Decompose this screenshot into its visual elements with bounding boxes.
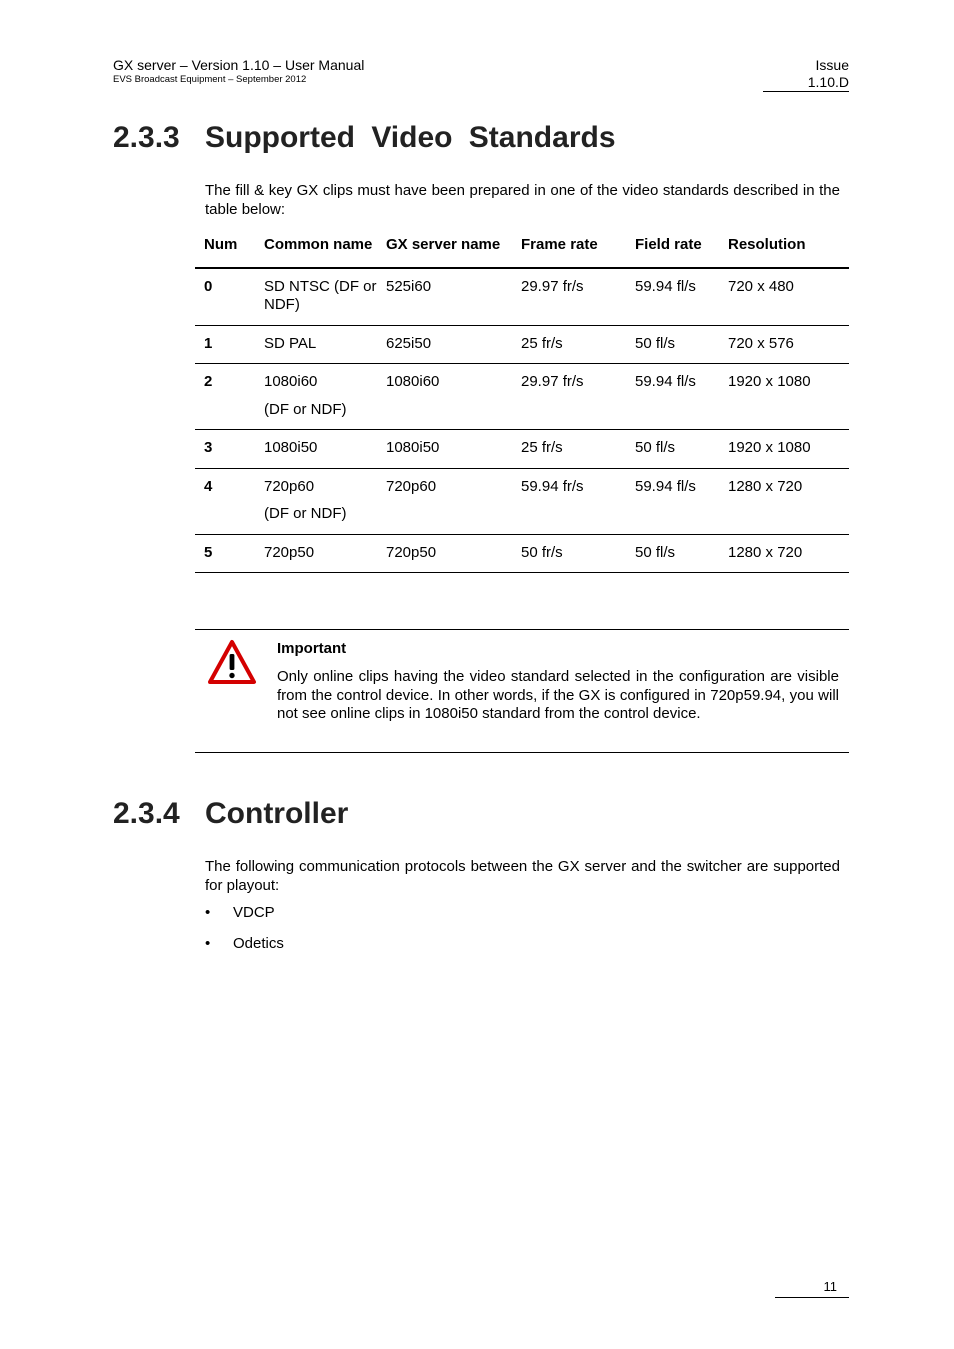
section-number: 2.3.3 [113,121,180,154]
cell-common-name [264,364,386,430]
bullet-icon: • [205,935,211,952]
cell-field-rate: 59.94 fl/s [635,477,696,495]
list-item [205,904,284,923]
table-header-row [195,230,849,268]
cell-gx-name: 720p50 [386,543,437,561]
cell-field-rate: 59.94 fl/s [635,373,696,390]
cell-field-rate: 50 fl/s [635,543,676,561]
section-title: Controller [205,797,349,830]
cell-frame-rate: 29.97 fr/s [521,277,584,295]
issue-block [808,57,849,91]
cell-field-rate: 50 fl/s [635,334,676,352]
cell-common-name: SD NTSC (DF or NDF) [264,277,377,313]
warning-triangle-icon [207,639,257,685]
list-item [205,935,284,954]
cell-common-name: SD PAL [264,334,317,352]
note-body: Only online clips having the video standard selected in the configuration are visible from the control device. In other words, if the GX is configured in 720p59.94, you will not see online clips in 1080i50 standard from the control device. [277,668,839,722]
cell-num: 1 [204,334,213,352]
table-row [195,364,849,430]
cell-common-name: 720p50 [264,543,315,561]
cell-gx-name: 1080i60 [386,373,440,390]
section-intro-paragraph: The fill & key GX clips must have been prepared in one of the video standards described in the table below: [205,182,840,218]
cell-num: 2 [204,373,213,390]
common-name-line-1: 720p60 [264,477,315,495]
column-header-gx-server-name: GX server name [386,236,501,253]
cell-num: 0 [204,277,213,295]
running-header [113,57,364,86]
section-heading-2-3-4 [113,796,348,832]
table-row [195,468,849,534]
cell-resolution: 720 x 480 [728,277,794,295]
table-row [195,430,849,469]
cell-frame-rate: 59.94 fr/s [521,477,584,495]
cell-gx-name: 720p60 [386,477,437,495]
issue-label: Issue [815,57,849,73]
protocol-list [205,904,284,966]
page-number: 11 [823,1279,837,1294]
section-title: Supported Video Standards [205,121,616,154]
header-rule [763,91,849,92]
cell-common-name: 1080i50 [264,439,318,456]
video-standards-table [195,230,849,573]
column-header-num: Num [204,236,238,253]
table-row [195,534,849,573]
cell-frame-rate: 50 fr/s [521,543,563,561]
column-header-frame-rate: Frame rate [521,236,598,253]
common-name-line-2: (DF or NDF) [264,400,347,418]
table-row [195,325,849,364]
cell-gx-name: 625i50 [386,334,432,352]
cell-resolution: 1920 x 1080 [728,439,811,456]
cell-gx-name: 1080i50 [386,439,440,456]
cell-resolution: 1920 x 1080 [728,373,811,390]
cell-frame-rate: 25 fr/s [521,334,563,352]
column-header-field-rate: Field rate [635,236,702,253]
document-subtitle: EVS Broadcast Equipment – September 2012 [113,74,307,85]
section-heading-2-3-3 [113,120,616,156]
important-note [195,629,849,753]
section-number: 2.3.4 [113,797,180,830]
note-title: Important [277,640,347,657]
footer-rule [775,1297,849,1298]
cell-field-rate: 59.94 fl/s [635,277,696,295]
issue-value: 1.10.D [807,74,849,90]
cell-gx-name: 525i60 [386,277,432,295]
bullet-icon: • [205,904,211,921]
cell-num: 3 [204,439,213,456]
cell-num: 5 [204,543,213,561]
common-name-line-2: (DF or NDF) [264,505,347,522]
column-header-common-name: Common name [264,236,373,253]
list-item-label: Odetics [233,935,284,952]
cell-frame-rate: 25 fr/s [521,439,563,456]
cell-field-rate: 50 fl/s [635,439,676,456]
list-item-label: VDCP [233,904,275,921]
table-row [195,268,849,326]
cell-common-name [264,468,386,534]
cell-frame-rate: 29.97 fr/s [521,373,584,390]
section-intro-paragraph: The following communication protocols between the GX server and the switcher are supported for playout: [205,858,840,894]
cell-resolution: 1280 x 720 [728,543,803,561]
common-name-line-1: 1080i60 [264,373,318,390]
column-header-resolution: Resolution [728,236,806,253]
document-title: GX server – Version 1.10 – User Manual [113,57,365,73]
cell-resolution: 720 x 576 [728,334,794,352]
cell-num: 4 [204,477,213,495]
cell-resolution: 1280 x 720 [728,477,803,495]
